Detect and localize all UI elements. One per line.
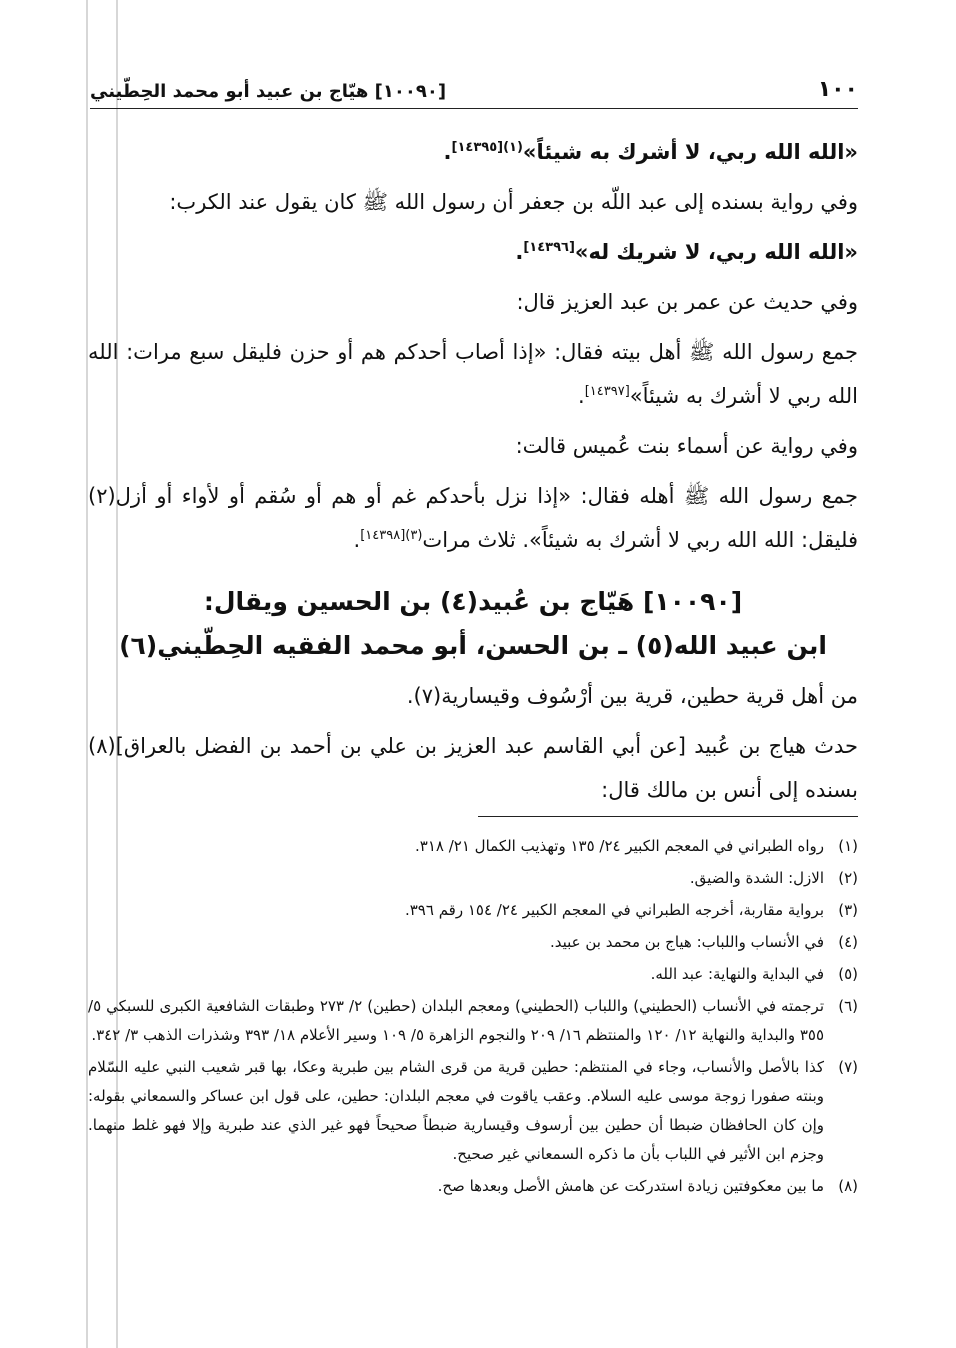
footnote xyxy=(88,928,858,957)
footnote-text: كذا بالأصل والأنساب، وجاء في المنتظم: حطين قرية من قرى الشام بين طبرية وعكا، بها قبر شعيب النبي عليه السّلام وبنته صفورا زوجة موسى عليه السلام. وعقب ياقوت في معجم البلدان: حطين، على قول ابن عساكر والسمعاني بقوله: وإن كان الحافظان ضبطا أن حطين بين أرسوف وقيسارية ضبطاً صحيحاً فهو غير الذي عند طبرية وإلا فهو غلط منهما. وجزم ابن الأثير في اللباب بأن ما ذكره السمعاني غير صحيح. xyxy=(88,1058,824,1163)
reference-marker: (١)[١٤٣٩٥] xyxy=(451,140,523,155)
paragraph-end: . xyxy=(443,140,452,164)
paragraph-text: وفي رواية بسنده إلى عبد اللّه بن جعفر أن رسول الله ﷺ كان يقول عند الكرب: xyxy=(169,190,858,214)
paragraph xyxy=(88,424,858,468)
running-header xyxy=(90,74,858,109)
reference-marker: (٣)[١٤٣٩٨] xyxy=(360,528,423,543)
footnote-number: (٨) xyxy=(838,1177,858,1195)
footnote-text: في الأنساب واللباب: هياج بن محمد بن عبيد. xyxy=(549,933,824,951)
paragraph xyxy=(88,474,858,562)
footnote-separator xyxy=(478,816,858,817)
running-title: [١٠٠٩٠] هيّاج بن عبيد أبو محمد الحِطّيني xyxy=(90,81,447,102)
footnote xyxy=(88,896,858,925)
paragraph-text: من أهل قرية حطين، قرية بين أرْسُوف وقيسارية(٧). xyxy=(406,684,858,708)
footnote-text: رواه الطبراني في المعجم الكبير ٢٤/ ١٣٥ وتهذيب الكمال ٢١/ ٣١٨. xyxy=(415,837,824,855)
footnote-text: ما بين معكوفتين زيادة استدركت عن هامش الأصل وبعدها صح. xyxy=(437,1177,824,1195)
paragraph xyxy=(88,180,858,224)
footnotes xyxy=(88,832,858,1204)
page-number: ١٠٠ xyxy=(817,77,858,102)
paragraph-text: «الله الله ربي، لا شريك له» xyxy=(574,240,858,264)
entry-heading-line-2: ابن عبيد الله(٥) ـ بن الحسن، أبو محمد الفقيه الحِطّيني(٦) xyxy=(119,631,827,660)
entry-heading-line-1: [١٠٠٩٠] هَيّاج بن عُبيد(٤) بن الحسين ويقال: xyxy=(203,587,743,616)
footnote-number: (٧) xyxy=(838,1058,858,1076)
footnote-text: ترجمته في الأنساب (الحطيني) واللباب (الحطيني) ومعجم البلدان (حطين) ٢/ ٢٧٣ وطبقات الشافعية الكبرى للسبكي ٥/ ٣٥٥ والبداية والنهاية ١٢/ ١٢٠ والمنتظم ١٦/ ٢٠٩ والنجوم الزاهرة ٥/ ١٠٩ وسير الأعلام ١٨/ ٣٩٣ وشذرات الذهب ٣/ ٣٤٢. xyxy=(88,997,824,1044)
footnote xyxy=(88,832,858,861)
footnote-number: (٣) xyxy=(838,901,858,919)
reference-marker: [١٤٣٩٦] xyxy=(523,240,575,255)
paragraph xyxy=(88,674,858,718)
footnote-number: (١) xyxy=(838,837,858,855)
main-text xyxy=(88,130,858,818)
paragraph-text: «الله الله ربي، لا أشرك به شيئاً» xyxy=(522,140,858,164)
paragraph-text: وفي رواية عن أسماء بنت عُميس قالت: xyxy=(515,434,858,458)
paragraph-end: . xyxy=(578,384,585,408)
paragraph-list xyxy=(88,130,858,562)
footnote xyxy=(88,864,858,893)
footnote xyxy=(88,992,858,1050)
entry-paragraph-list xyxy=(88,674,858,812)
paragraph xyxy=(88,280,858,324)
footnote xyxy=(88,1172,858,1201)
paragraph-text: وفي حديث عن عمر بن عبد العزيز قال: xyxy=(516,290,858,314)
paragraph-text: حدث هياج بن عُبيد [عن أبي القاسم عبد العزيز بن علي بن أحمد بن الفضل بالعراق](٨) بسنده إلى أنس بن مالك قال: xyxy=(88,734,858,802)
paragraph xyxy=(88,330,858,418)
footnote-text: في البداية والنهاية: عبد الله. xyxy=(650,965,824,983)
paragraph-end: . xyxy=(515,240,524,264)
paragraph-text: جمع رسول الله ﷺ أهل بيته فقال: «إذا أصاب أحدكم هم أو حزن فليقل سبع مرات: الله الله ربي لا أشرك به شيئاً» xyxy=(88,340,858,408)
paragraph xyxy=(88,724,858,812)
footnote-text: الازل: الشدة والضيق. xyxy=(689,869,824,887)
footnote-number: (٦) xyxy=(838,997,858,1015)
footnote xyxy=(88,960,858,989)
entry-heading xyxy=(88,580,858,668)
footnote-number: (٥) xyxy=(838,965,858,983)
footnote-text: برواية مقاربة، أخرجه الطبراني في المعجم الكبير ٢٤/ ١٥٤ رقم ٣٩٦. xyxy=(404,901,824,919)
footnote-number: (٤) xyxy=(838,933,858,951)
paragraph xyxy=(88,230,858,274)
paragraph xyxy=(88,130,858,174)
paragraph-text: جمع رسول الله ﷺ أهله فقال: «إذا نزل بأحدكم غم أو هم أو سُقم أو لأواء أو أزل(٢) فليقل: الله الله ربي لا أشرك به شيئاً». ثلاث مرات xyxy=(88,484,858,552)
paragraph-end: . xyxy=(353,528,361,552)
reference-marker: [١٤٣٩٧] xyxy=(584,384,630,399)
footnote xyxy=(88,1053,858,1169)
footnote-number: (٢) xyxy=(838,869,858,887)
